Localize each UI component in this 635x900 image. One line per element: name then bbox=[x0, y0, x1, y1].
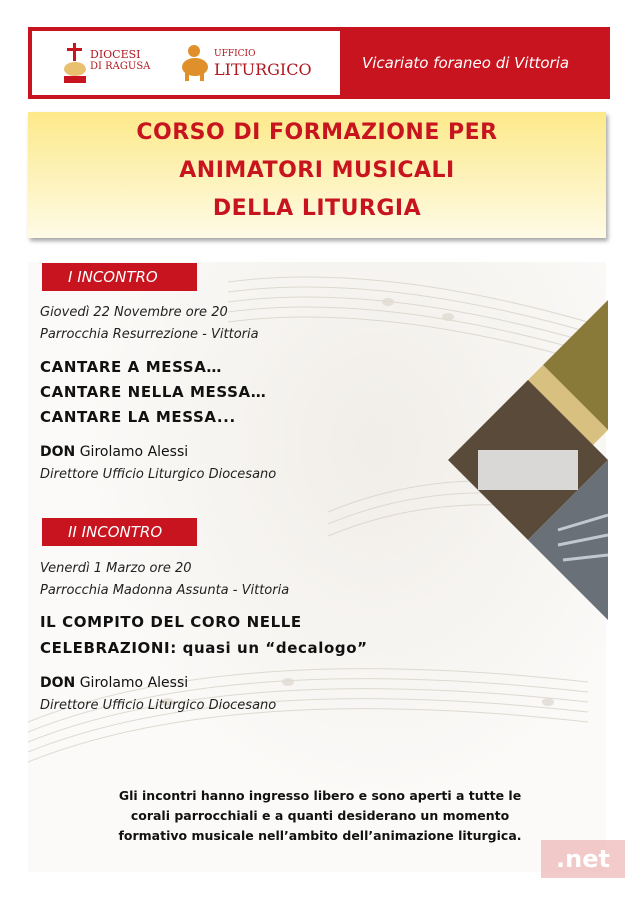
ufficio-logo-text bbox=[214, 49, 312, 79]
incontro2-tab: II INCONTRO bbox=[42, 518, 197, 546]
logo2-line2: LITURGICO bbox=[214, 60, 312, 79]
diocese-logo-icon bbox=[62, 43, 88, 85]
incontro2-don: DON bbox=[40, 675, 76, 691]
incontro1-topic-3: CANTARE LA MESSA... bbox=[40, 408, 236, 426]
title-line-1: CORSO DI FORMAZIONE PER bbox=[136, 120, 498, 145]
logo1-line2: DI RAGUSA bbox=[90, 61, 151, 72]
incontro1-speaker bbox=[40, 444, 188, 460]
footer-line-2: corali parrocchiali e a quanti desiderano un momento bbox=[130, 808, 510, 823]
incontro1-role: Direttore Ufficio Liturgico Diocesano bbox=[40, 467, 277, 482]
photo-collage bbox=[448, 300, 608, 630]
watermark: .net bbox=[541, 840, 625, 878]
incontro2-speaker-name: Girolamo Alessi bbox=[79, 675, 189, 691]
title-line-2: ANIMATORI MUSICALI bbox=[179, 158, 455, 183]
course-title-box bbox=[28, 112, 606, 238]
incontro1-topic-2: CANTARE NELLA MESSA… bbox=[40, 383, 267, 401]
incontro1-place: Parrocchia Resurrezione - Vittoria bbox=[40, 327, 259, 342]
ufficio-logo-icon bbox=[180, 43, 210, 83]
incontro2-place: Parrocchia Madonna Assunta - Vittoria bbox=[40, 583, 290, 598]
footer-line-3: formativo musicale nell’ambito dell’animazione liturgica. bbox=[118, 828, 522, 843]
incontro2-topic-2: CELEBRAZIONI: quasi un “decalogo” bbox=[40, 639, 368, 657]
logo2-line1: UFFICIO bbox=[214, 49, 256, 59]
diocese-logo-text bbox=[90, 49, 150, 73]
header-banner bbox=[28, 27, 610, 99]
incontro1-tab: I INCONTRO bbox=[42, 263, 197, 291]
incontro2-role: Direttore Ufficio Liturgico Diocesano bbox=[40, 698, 277, 713]
incontro1-topic-1: CANTARE A MESSA… bbox=[40, 358, 223, 376]
incontro1-speaker-name: Girolamo Alessi bbox=[79, 444, 189, 460]
incontro1-don: DON bbox=[40, 444, 76, 460]
logos-panel bbox=[32, 31, 340, 95]
title-line-3: DELLA LITURGIA bbox=[212, 196, 422, 221]
logo1-line1: DIOCESI bbox=[90, 48, 141, 61]
incontro2-speaker bbox=[40, 675, 188, 691]
footer-note bbox=[60, 786, 580, 846]
footer-line-1: Gli incontri hanno ingresso libero e sono aperti a tutte le bbox=[118, 788, 522, 803]
vicariato-label: Vicariato foraneo di Vittoria bbox=[362, 54, 570, 72]
incontro2-date: Venerdì 1 Marzo ore 20 bbox=[40, 561, 192, 576]
incontro1-date: Giovedì 22 Novembre ore 20 bbox=[40, 305, 228, 320]
incontro2-topic-1: IL COMPITO DEL CORO NELLE bbox=[40, 613, 302, 631]
choir-singers bbox=[478, 450, 578, 490]
